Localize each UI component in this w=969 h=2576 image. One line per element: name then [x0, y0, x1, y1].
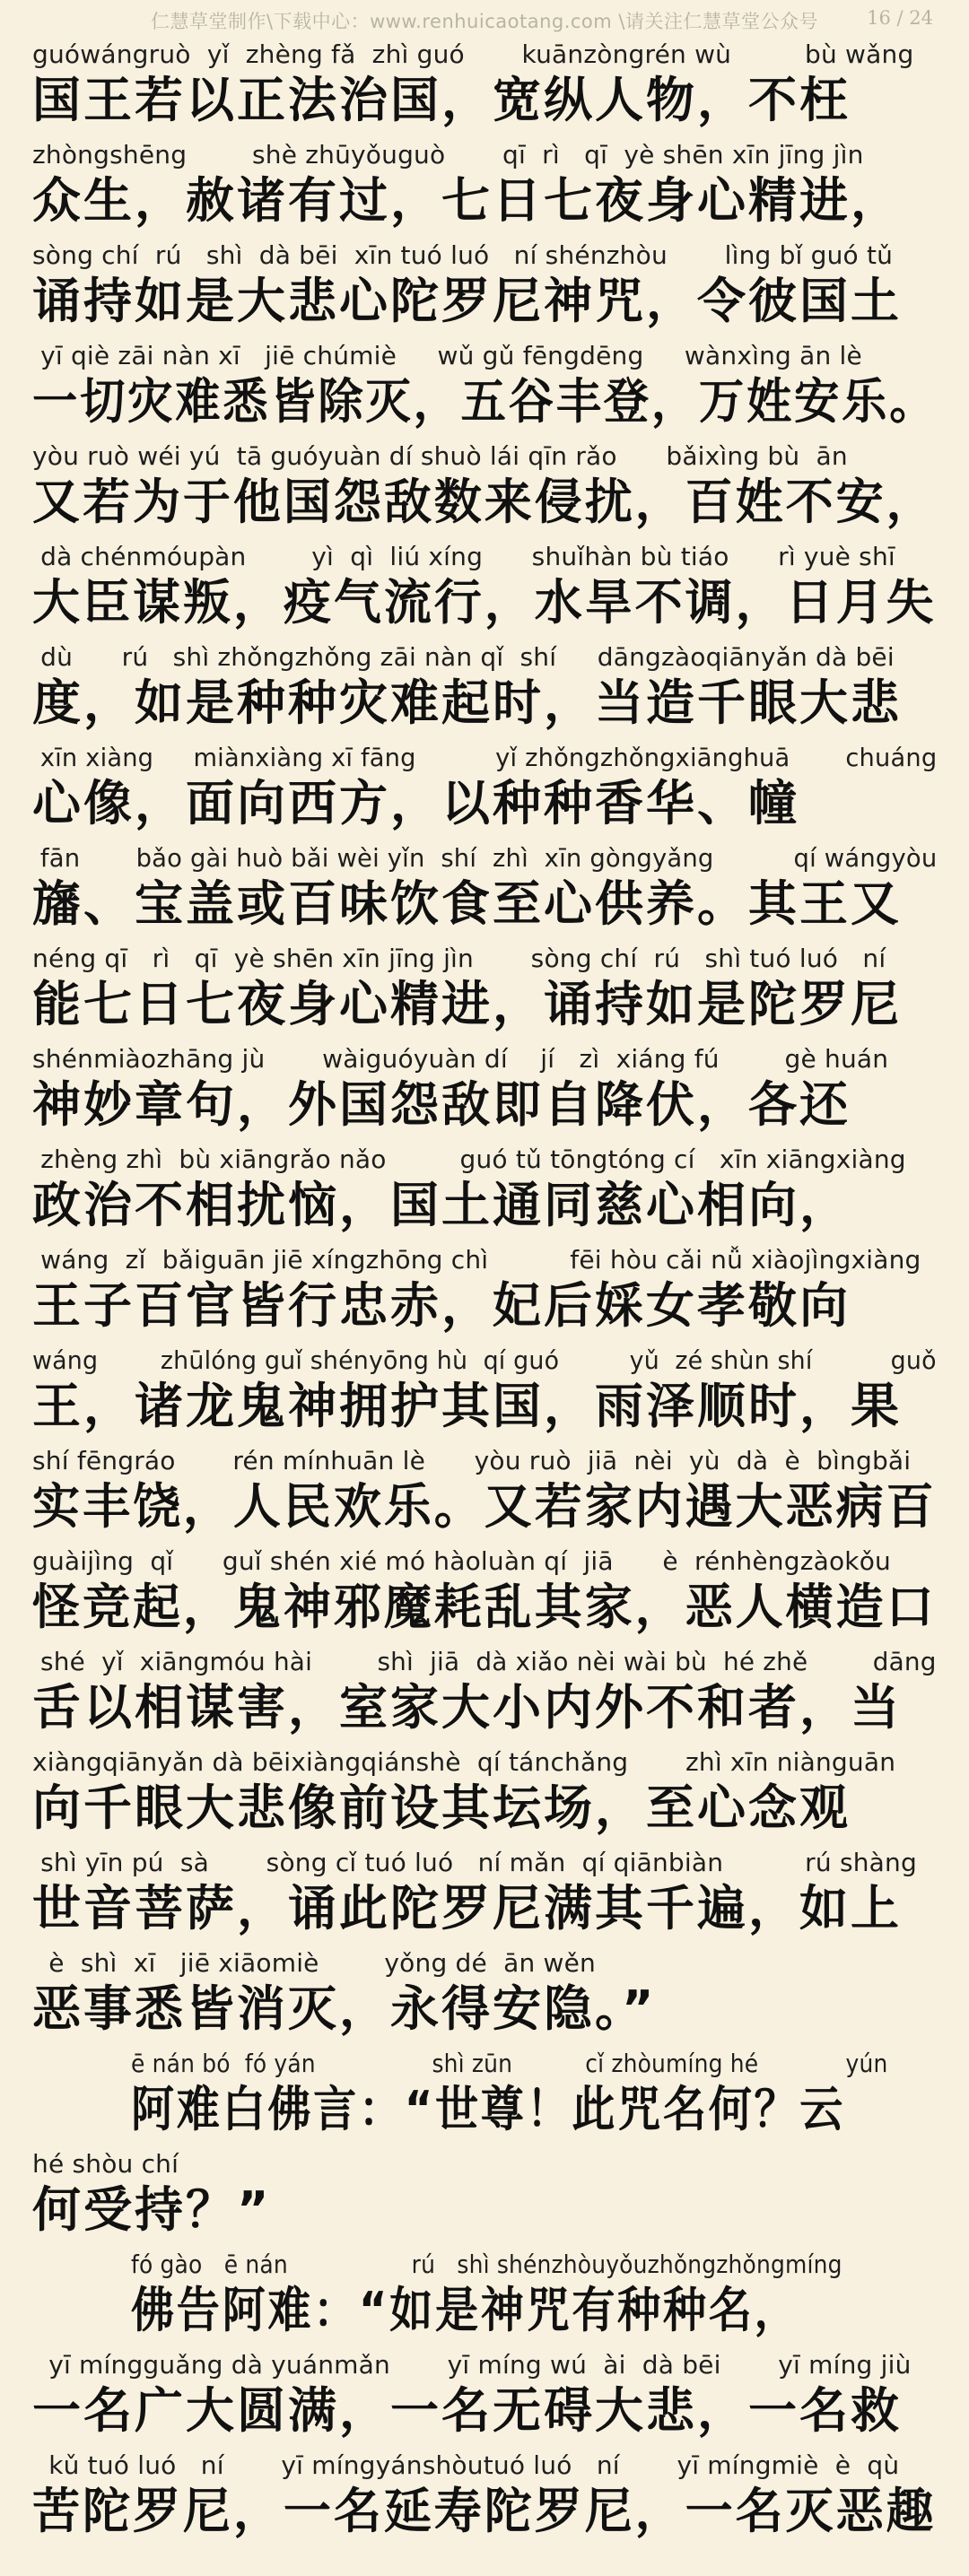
text-line	[32, 2346, 937, 2447]
text-line	[32, 36, 937, 136]
pinyin-line: yòu ruò wéi yú tā guóyuàn dí shuò lái qīn rǎo bǎixìng bù ān	[32, 441, 848, 471]
hanzi-line: 一名广大圆满，一名无碍大悲，一名救	[32, 2382, 902, 2439]
pinyin-line: ē nán bó fó yán shì zūn cǐ zhòumíng hé yún	[131, 2049, 888, 2078]
pinyin-line: shì yīn pú sà sòng cǐ tuó luó ní mǎn qí qiānbiàn rú shàng	[32, 1848, 917, 1877]
text-line	[32, 438, 937, 538]
text-line	[32, 538, 937, 639]
pinyin-line: hé shòu chí	[32, 2149, 179, 2179]
hanzi-line: 佛告阿难：“如是神咒有种种名，	[131, 2282, 800, 2338]
pinyin-line: xīn xiàng miànxiàng xī fāng yǐ zhǒngzhǒngxiānghuā chuáng	[32, 743, 938, 772]
hanzi-line: 王，诸龙鬼神拥护其国，雨泽顺时，果	[32, 1378, 902, 1434]
header-watermark-text: 仁慧草堂制作\下载中心：www.renhuicaotang.com \请关注仁慧草堂公众号	[151, 11, 818, 32]
hanzi-line: 世音菩萨，诵此陀罗尼满其千遍，如上	[32, 1880, 902, 1936]
hanzi-line: 恶事悉皆消灭，永得安隐。”	[32, 1980, 657, 2037]
hanzi-line: 神妙章句，外国怨敌即自降伏，各还	[32, 1076, 851, 1133]
pinyin-line: zhèng zhì bù xiāngrǎo nǎo guó tǔ tōngtóng cí xīn xiāngxiàng	[32, 1144, 906, 1174]
text-line	[32, 840, 937, 940]
pinyin-line: guàijìng qǐ guǐ shén xié mó hàoluàn qí jiā è rénhèngzàokǒu	[32, 1546, 891, 1576]
text-line	[32, 940, 937, 1040]
text-line	[32, 2045, 937, 2145]
text-line	[32, 1844, 937, 1945]
text-line	[32, 1442, 937, 1543]
page-number: 16 / 24	[867, 7, 933, 29]
hanzi-line: 实丰饶，人民欢乐。又若家内遇大恶病百	[32, 1478, 937, 1535]
text-line	[32, 1040, 937, 1141]
text-line	[32, 237, 937, 337]
hanzi-line: 众生，赦诸有过，七日七夜身心精进，	[32, 172, 902, 229]
pinyin-line: shé yǐ xiāngmóu hài shì jiā dà xiǎo nèi wài bù hé zhě dāng	[32, 1647, 937, 1676]
hanzi-line: 向千眼大悲像前设其坛场，至心念观	[32, 1780, 851, 1836]
pinyin-line: yī qiè zāi nàn xī jiē chúmiè wǔ gǔ fēngdēng wànxìng ān lè	[32, 341, 862, 370]
pinyin-line: néng qī rì qī yè shēn xīn jīng jìn sòng chí rú shì tuó luó ní	[32, 944, 886, 973]
text-line	[32, 739, 937, 840]
pinyin-line: è shì xī jiē xiāomiè yǒng dé ān wěn	[32, 1948, 597, 1978]
hanzi-line: 又若为于他国怨敌数来侵扰，百姓不安，	[32, 474, 937, 530]
hanzi-line: 度，如是种种灾难起时，当造千眼大悲	[32, 674, 902, 731]
text-line	[32, 1945, 937, 2045]
hanzi-line: 阿难白佛言：“世尊！此咒名何？云	[131, 2081, 846, 2137]
text-line	[32, 1643, 937, 1744]
hanzi-line: 舌以相谋害，室家大小内外不和者，当	[32, 1679, 902, 1736]
pinyin-line: sòng chí rú shì dà bēi xīn tuó luó ní shénzhòu lìng bǐ guó tǔ	[32, 240, 894, 270]
pinyin-line: wáng zhūlóng guǐ shényōng hù qí guó yǔ zé shùn shí guǒ	[32, 1345, 937, 1375]
text-line	[32, 1744, 937, 1844]
text-line	[32, 1543, 937, 1643]
text-line	[32, 2145, 937, 2246]
hanzi-line: 心像，面向西方，以种种香华、幢	[32, 775, 799, 831]
pinyin-line: kǔ tuó luó ní yī míngyánshòutuó luó ní yī míngmiè è qù	[32, 2450, 900, 2480]
pinyin-line: xiàngqiānyǎn dà bēixiàngqiánshè qí tánchǎng zhì xīn niànguān	[32, 1747, 896, 1777]
hanzi-line: 一切灾难悉皆除灭，五谷丰登，万姓安乐。	[32, 373, 938, 430]
pinyin-line: shí fēngráo rén mínhuān lè yòu ruò jiā nèi yù dà è bìngbǎi	[32, 1446, 912, 1475]
text-line	[32, 136, 937, 237]
scripture-text	[32, 36, 937, 2547]
text-line	[32, 2447, 937, 2547]
text-line	[32, 1141, 937, 1241]
pinyin-line: shénmiàozhāng jù wàiguóyuàn dí jí zì xiáng fú gè huán	[32, 1044, 889, 1074]
hanzi-line: 大臣谋叛，疫气流行，水旱不调，日月失	[32, 574, 937, 631]
hanzi-line: 何受持？”	[32, 2181, 272, 2238]
hanzi-line: 王子百官皆行忠赤，妃后婇女孝敬向	[32, 1277, 851, 1334]
hanzi-line: 诵持如是大悲心陀罗尼神咒，令彼国土	[32, 273, 902, 329]
hanzi-line: 国王若以正法治国，宽纵人物，不枉	[32, 72, 851, 128]
pinyin-line: wáng zǐ bǎiguān jiē xíngzhōng chì fēi hòu cǎi nǚ xiàojìngxiàng	[32, 1245, 921, 1275]
text-line	[32, 639, 937, 739]
text-line	[32, 1342, 937, 1442]
hanzi-line: 苦陀罗尼，一名延寿陀罗尼，一名灭恶趣	[32, 2483, 937, 2539]
pinyin-line: guówángruò yǐ zhèng fǎ zhì guó kuānzòngrén wù bù wǎng	[32, 39, 914, 69]
pinyin-line: dù rú shì zhǒngzhǒng zāi nàn qǐ shí dāngzàoqiānyǎn dà bēi	[32, 642, 895, 672]
text-line	[32, 337, 937, 438]
pinyin-line: fó gào ē nán rú shì shénzhòuyǒuzhǒngzhǒngmíng	[131, 2250, 842, 2279]
pinyin-line: dà chénmóupàn yì qì liú xíng shuǐhàn bù tiáo rì yuè shī	[32, 542, 895, 571]
text-line	[32, 2246, 937, 2346]
page-header	[0, 0, 969, 39]
hanzi-line: 能七日七夜身心精进，诵持如是陀罗尼	[32, 976, 902, 1032]
hanzi-line: 政治不相扰恼，国土通同慈心相向，	[32, 1177, 851, 1233]
pinyin-line: zhòngshēng shè zhūyǒuguò qī rì qī yè shēn xīn jīng jìn	[32, 140, 864, 170]
hanzi-line: 怪竞起，鬼神邪魔耗乱其家，恶人横造口	[32, 1579, 937, 1635]
pinyin-line: fān bǎo gài huò bǎi wèi yǐn shí zhì xīn gòngyǎng qí wángyòu	[32, 843, 938, 873]
pinyin-line: yī míngguǎng dà yuánmǎn yī míng wú ài dà bēi yī míng jiù	[32, 2350, 912, 2380]
hanzi-line: 旛、宝盖或百味饮食至心供养。其王又	[32, 875, 902, 932]
text-line	[32, 1241, 937, 1342]
